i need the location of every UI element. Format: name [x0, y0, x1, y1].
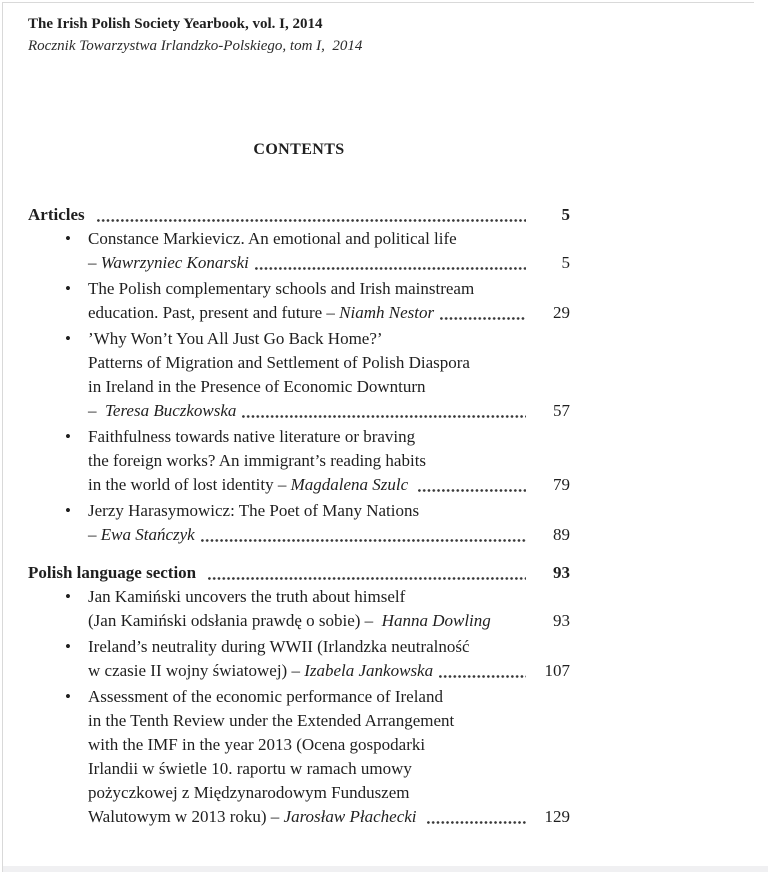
entry-title-line: the foreign works? An immigrant’s reading habits — [88, 451, 427, 470]
entry-title-line: with the IMF in the year 2013 (Ocena gospodarki — [88, 735, 426, 754]
entry-text-segment: – — [88, 253, 101, 272]
contents-heading: CONTENTS — [253, 141, 345, 158]
entry-title-line: Assessment of the economic performance of Ireland — [88, 687, 443, 706]
entry-final-line — [88, 805, 570, 829]
toc-section — [28, 561, 570, 829]
entry-title-line: Jerzy Harasymowicz: The Poet of Many Nations — [88, 501, 420, 520]
author-name: Teresa Buczkowska — [105, 401, 237, 420]
entry-text — [88, 659, 433, 683]
bullet-icon: • — [65, 229, 71, 248]
author-name: Izabela Jankowska — [304, 661, 434, 680]
author-name: Niamh Nestor — [339, 303, 435, 322]
toc-entry — [28, 277, 570, 325]
toc-entry — [28, 685, 570, 829]
entry-title-line: Irlandii w świetle 10. raportu w ramach umowy — [88, 759, 412, 778]
entry-title-line: Faithfulness towards native literature or braving — [88, 427, 416, 446]
toc-section — [28, 203, 570, 547]
entry-text — [88, 251, 249, 275]
entry-text-segment: w czasie II wojny światowej) – — [88, 661, 305, 680]
entry-text-segment: – — [88, 401, 105, 420]
dotted-leader — [255, 251, 526, 275]
entry-title-line: Patterns of Migration and Settlement of Polish Diaspora — [88, 353, 470, 372]
entry-text — [88, 301, 434, 325]
entry-title-line: Ireland’s neutrality during WWII (Irlandzka neutralność — [88, 637, 470, 656]
entry-title-line: pożyczkowej z Międzynarodowym Funduszem — [88, 783, 410, 802]
toc-entry — [28, 227, 570, 275]
table-of-contents — [28, 203, 570, 829]
page-number: 5 — [561, 205, 570, 224]
page-number: 57 — [553, 401, 570, 420]
section-title: Articles — [28, 205, 85, 224]
entry-title-line: Constance Markievicz. An emotional and political life — [88, 229, 457, 248]
page-number: 29 — [553, 303, 570, 322]
bullet-icon: • — [65, 329, 71, 348]
bullet-icon: • — [65, 687, 71, 706]
entry-text — [88, 609, 491, 633]
bullet-icon: • — [65, 279, 71, 298]
entry-final-line — [88, 609, 570, 633]
entry-final-line — [88, 659, 570, 683]
entry-text — [88, 523, 195, 547]
entry-final-line — [88, 473, 570, 497]
entry-text — [88, 399, 236, 423]
toc-entry — [28, 635, 570, 683]
author-name: Hanna Dowling — [381, 611, 491, 630]
page-number: 93 — [553, 611, 570, 630]
entry-text-segment: education. Past, present and future – — [88, 303, 340, 322]
page-number: 5 — [561, 253, 570, 272]
page-top-border — [2, 2, 754, 3]
toc-entry — [28, 499, 570, 547]
author-name: Jarosław Płachecki — [283, 807, 421, 826]
entry-final-line — [88, 301, 570, 325]
entry-text — [88, 473, 412, 497]
entry-text-segment: Walutowym w 2013 roku) – — [88, 807, 284, 826]
dotted-leader — [201, 523, 526, 547]
dotted-leader — [427, 805, 526, 829]
section-title: Polish language section — [28, 563, 197, 582]
page-number: 107 — [544, 661, 570, 680]
entry-title-line: Jan Kamiński uncovers the truth about himself — [88, 587, 406, 606]
entry-final-line — [88, 399, 570, 423]
dotted-leader — [418, 473, 526, 497]
author-name: Magdalena Szulc — [290, 475, 413, 494]
entry-final-line — [88, 523, 570, 547]
page-header — [28, 13, 768, 57]
page-number: 93 — [553, 563, 570, 582]
toc-entry — [28, 327, 570, 423]
toc-entry — [28, 585, 570, 633]
author-name: Wawrzyniec Konarski — [100, 253, 249, 272]
entry-text-segment: – — [88, 525, 101, 544]
page-number: 129 — [544, 807, 570, 826]
entry-text-segment: (Jan Kamiński odsłania prawdę o sobie) – — [88, 611, 382, 630]
leader-spacer — [497, 609, 526, 633]
page-left-border — [2, 3, 3, 872]
entry-text-segment: in the world of lost identity – — [88, 475, 291, 494]
entry-title-line: in the Tenth Review under the Extended Arrangement — [88, 711, 455, 730]
toc-section-row — [28, 203, 570, 227]
page-number: 89 — [553, 525, 570, 544]
entry-title-line: The Polish complementary schools and Irish mainstream — [88, 279, 475, 298]
dotted-leader — [208, 561, 526, 585]
dotted-leader — [242, 399, 526, 423]
dotted-leader — [439, 659, 526, 683]
book-title: The Irish Polish Society Yearbook, vol. I, 2014 — [28, 16, 323, 32]
bullet-icon: • — [65, 501, 71, 520]
page-bottom-strip — [3, 866, 768, 872]
bullet-icon: • — [65, 427, 71, 446]
entry-title-line: in Ireland in the Presence of Economic Downturn — [88, 377, 426, 396]
dotted-leader — [440, 301, 526, 325]
page-number: 79 — [553, 475, 570, 494]
dotted-leader — [97, 203, 526, 227]
toc-section-row — [28, 561, 570, 585]
entry-title-line: ’Why Won’t You All Just Go Back Home?’ — [88, 329, 383, 348]
bullet-icon: • — [65, 637, 71, 656]
entry-final-line — [88, 251, 570, 275]
author-name: Ewa Stańczyk — [100, 525, 195, 544]
bullet-icon: • — [65, 587, 71, 606]
book-subtitle: Rocznik Towarzystwa Irlandzko-Polskiego, tom I, 2014 — [28, 38, 363, 54]
toc-entry — [28, 425, 570, 497]
entry-text — [88, 805, 421, 829]
